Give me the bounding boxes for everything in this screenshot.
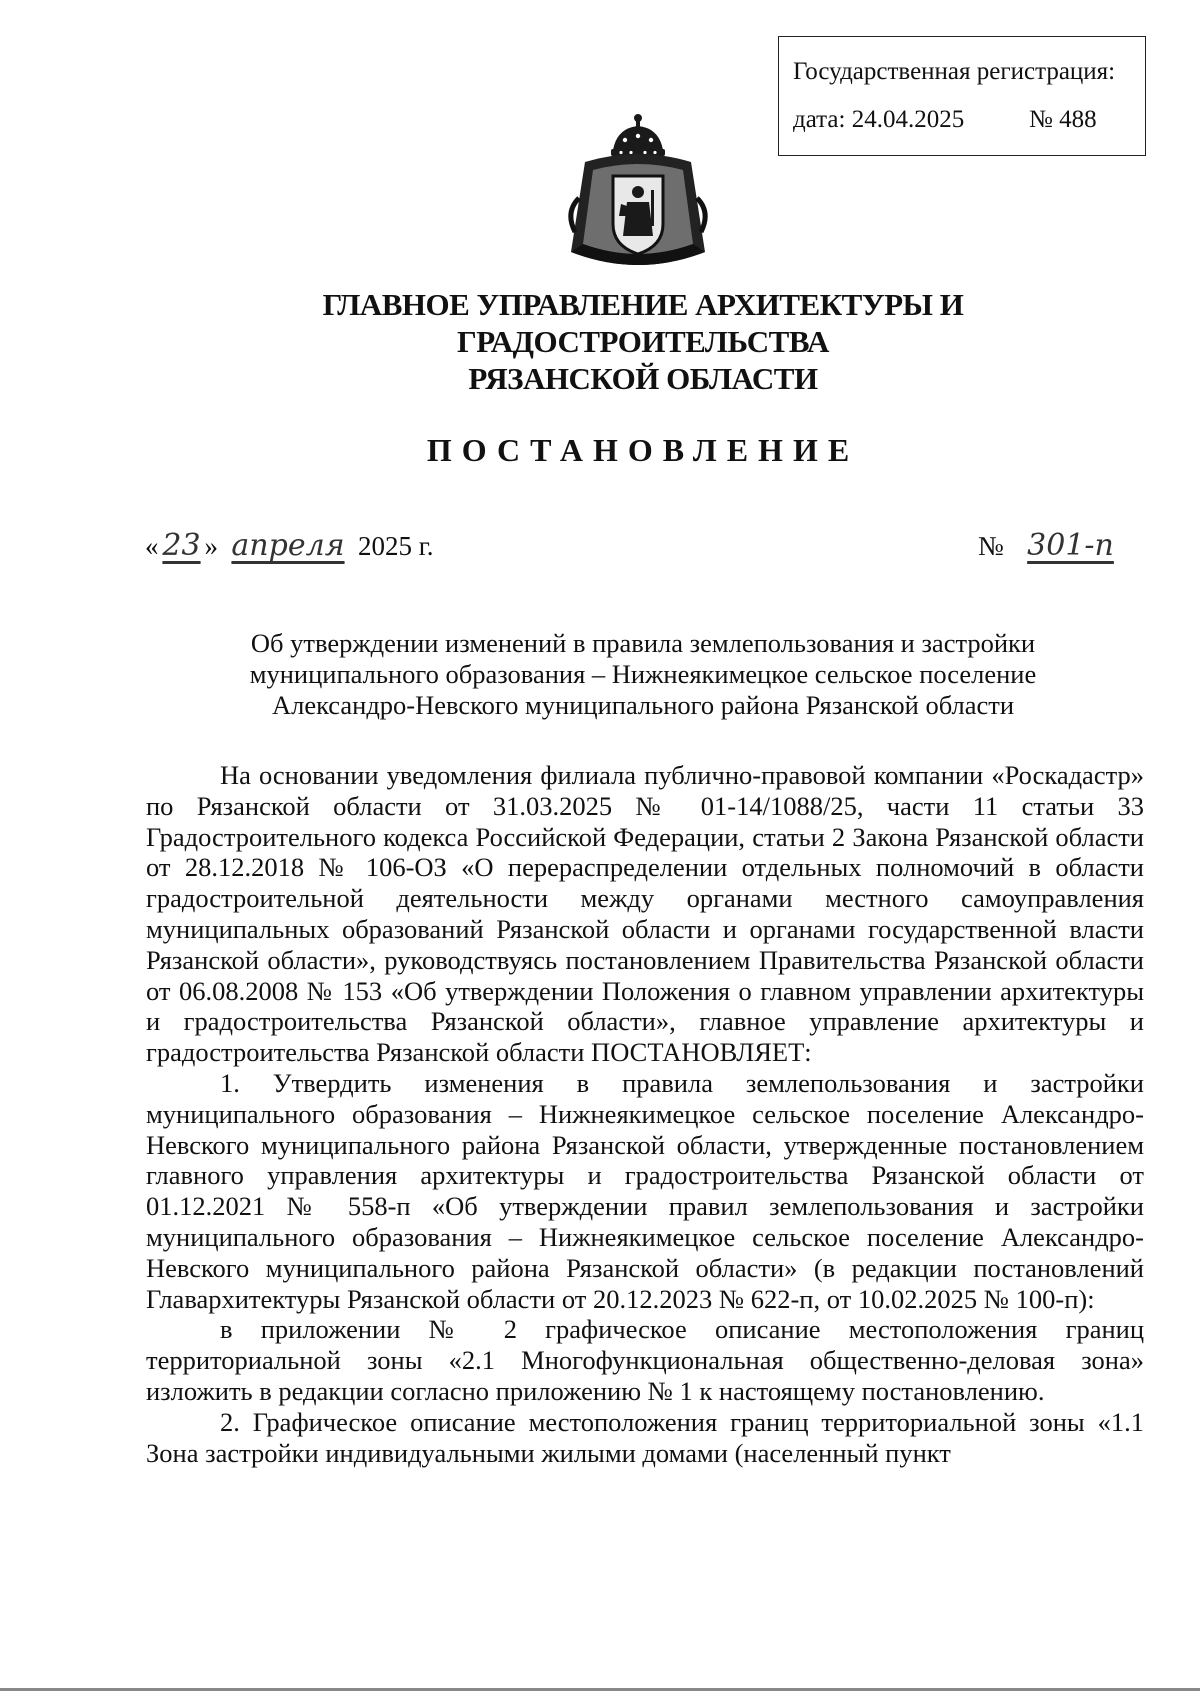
date-close-quote: » (204, 531, 218, 561)
registration-title: Государственная регистрация: (793, 58, 1116, 85)
handwritten-month: апреля (231, 528, 345, 563)
body-paragraph-item-1: 1. Утвердить изменения в правила землепользования и застройки муниципального образования – Нижнеякимецкое сельское поселение Александро-Невского муниципального района Рязанской области, утвержденные постановлением главного управления архитектуры и градостроительства Рязанской области от 01.12.2021 № 558-п «Об утверждении правил землепользования и застройки муниципального образования – Нижнеякимецкое сельское поселение Александро-Невского муниципального района Рязанской области» (в редакции постановлений Главархитектуры Рязанской области от 20.12.2023 № 622-п, от 10.02.2025 № 100-п): (146, 1067, 1144, 1314)
document-subject (140, 628, 1146, 721)
handwritten-day: 23 (162, 528, 201, 563)
date-year: 2025 г. (358, 531, 434, 561)
issuing-authority-line-2: РЯЗАНСКОЙ ОБЛАСТИ (468, 361, 818, 396)
document-body (146, 760, 1144, 1468)
subject-line-3: Александро-Невского муниципального района Рязанской области (271, 690, 1015, 720)
coat-of-arms-icon (565, 112, 711, 274)
issuing-authority (140, 286, 1146, 397)
issuing-authority-line-1: ГЛАВНОЕ УПРАВЛЕНИЕ АРХИТЕКТУРЫ И ГРАДОСТРОИТЕЛЬСТВА (322, 287, 964, 359)
document-date (145, 528, 434, 563)
page-bottom-edge (0, 1688, 1200, 1691)
number-prefix: № (978, 531, 1004, 561)
registration-date: дата: 24.04.2025 (793, 106, 965, 133)
registration-stamp (778, 36, 1146, 156)
subject-line-2: муниципального образования – Нижнеякимецкое сельское поселение (249, 659, 1037, 689)
body-paragraph-item-2: 2. Графическое описание местоположения границ территориальной зоны «1.1 Зона застройки индивидуальными жилыми домами (населенный пункт (146, 1406, 1144, 1468)
body-paragraph-preamble: На основании уведомления филиала публично-правовой компании «Роскадастр» по Рязанской области от 31.03.2025 № 01-14/1088/25, части 11 статьи 33 Градостроительного кодекса Российской Федерации, статьи 2 Закона Рязанской области от 28.12.2018 № 106-ОЗ «О перераспределении отдельных полномочий в области градостроительной деятельности между органами местного самоуправления муниципальных образований Рязанской области и органами государственной власти Рязанской области», руководствуясь постановлением Правительства Рязанской области от 06.08.2008 № 153 «Об утверждении Положения о главном управлении архитектуры и градостроительства Рязанской области», главное управление архитектуры и градостроительства Рязанской области ПОСТАНОВЛЯЕТ: (146, 760, 1144, 1068)
document-type-title: ПОСТАНОВЛЕНИЕ (426, 432, 860, 468)
subject-line-1: Об утверждении изменений в правила землепользования и застройки (250, 628, 1036, 658)
date-open-quote: « (145, 531, 159, 561)
body-paragraph-item-1-detail: в приложении № 2 графическое описание местоположения границ территориальной зоны «2.1 Многофункциональная общественно-деловая зона» изложить в редакции согласно приложению № 1 к настоящему постановлению. (146, 1314, 1144, 1406)
document-number (978, 528, 1131, 563)
registration-number: № 488 (1029, 106, 1097, 133)
handwritten-number: 301-п (1027, 528, 1114, 563)
